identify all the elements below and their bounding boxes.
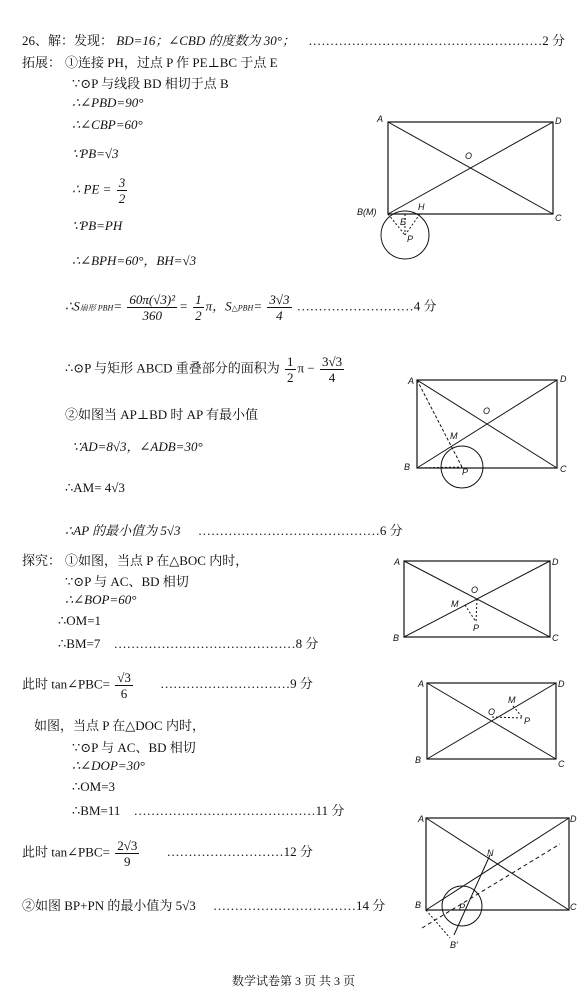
bm-11: ∴BM=11 xyxy=(72,803,121,818)
sector-frac xyxy=(127,292,177,323)
tri-num: 3√3 xyxy=(269,292,290,307)
sector-sub: 扇形 PBH xyxy=(79,303,114,313)
f3-B: B xyxy=(393,633,400,643)
f5-Bprime: B′ xyxy=(450,940,458,950)
tri-frac xyxy=(267,292,291,323)
ap-min: ∴AP 的最小值为 5√3 xyxy=(65,523,181,538)
f4-D: D xyxy=(558,679,565,689)
ov-pi: π − xyxy=(297,360,315,376)
tan1-label: 此时 tan∠PBC= xyxy=(22,676,110,692)
f4-O: O xyxy=(488,707,496,717)
exp-step-2: ∵⊙P 与 AC、BD 相切 xyxy=(65,574,189,589)
exp-step-6 xyxy=(22,670,313,701)
figure-5 xyxy=(410,810,575,950)
exp-step-3: ∴∠BOP=60° xyxy=(65,592,137,607)
exp-step-4: ∴OM=1 xyxy=(58,613,102,628)
f3-D: D xyxy=(552,557,559,567)
ov-num1: 1 xyxy=(287,354,294,369)
tan2-frac xyxy=(115,838,139,869)
tan1-den: 6 xyxy=(120,686,128,701)
ext-step-1: ①连接 PH，过点 P 作 PE⊥BC 于点 E xyxy=(65,55,278,70)
dots-9: …………………………9 分 xyxy=(160,676,313,692)
ext-step-2: ∵⊙P 与线段 BD 相切于点 B xyxy=(72,76,229,91)
f1-A: A xyxy=(377,114,384,124)
f5-P: P xyxy=(459,902,466,912)
dots-4: ………………………4 分 xyxy=(296,298,437,314)
ext-step-14 xyxy=(65,520,403,539)
tan2-label: 此时 tan∠PBC= xyxy=(22,844,110,860)
ext-step-5: ∵PB=√3 xyxy=(72,146,119,161)
f3-A: A xyxy=(394,557,401,567)
half-den: 2 xyxy=(195,308,202,323)
f1-C: C xyxy=(555,213,562,223)
f1-B: B(M) xyxy=(357,207,377,217)
f5-C: C xyxy=(570,902,577,912)
figure-2 xyxy=(400,372,575,492)
tan2-den: 9 xyxy=(124,854,131,869)
f5-B: B xyxy=(415,900,422,910)
dots-14: ……………………………14 分 xyxy=(213,898,386,913)
dots-12: ………………………12 分 xyxy=(166,844,313,860)
f2-C: C xyxy=(560,464,567,474)
exp-step-8: ∵⊙P 与 AC、BD 相切 xyxy=(72,740,196,755)
tri-sub: △PBH xyxy=(231,303,254,313)
dots-6: ……………………………………6 分 xyxy=(197,523,403,538)
f5-D: D xyxy=(570,814,577,824)
f2-A: A xyxy=(408,376,415,386)
explore-title: 探究： xyxy=(22,553,62,568)
exp-step-5 xyxy=(58,633,318,652)
header-line xyxy=(22,30,565,49)
sector-s: ∴S xyxy=(65,298,80,314)
sector-num: 60π(√3)² xyxy=(129,292,176,307)
ext-step-12: ∵AD=8√3，∠ADB=30° xyxy=(72,439,203,454)
tri-den: 4 xyxy=(276,308,283,323)
eq3: = xyxy=(253,298,263,314)
f2-B: B xyxy=(404,462,411,472)
pi-s: π，S xyxy=(205,298,232,314)
exp-step-10: ∴OM=3 xyxy=(72,779,116,794)
f1-E: E xyxy=(400,217,407,227)
f4-C: C xyxy=(558,759,565,769)
ov-frac1 xyxy=(285,354,296,385)
f3-P: P xyxy=(473,623,480,633)
pe-label: ∴ PE = xyxy=(72,181,112,197)
figure-1 xyxy=(355,115,565,265)
sector-den: 360 xyxy=(142,308,162,323)
ov-num2: 3√3 xyxy=(321,354,343,369)
f5-N: N xyxy=(487,848,494,858)
dots-8: ……………………………………8 分 xyxy=(113,636,319,651)
tan2-num: 2√3 xyxy=(117,838,138,853)
f4-B: B xyxy=(415,755,422,765)
tan1-frac xyxy=(115,670,133,701)
dots-11: ……………………………………11 分 xyxy=(133,803,345,818)
bm-7: ∴BM=7 xyxy=(58,636,101,651)
f5-A: A xyxy=(418,814,425,824)
exp-step-11 xyxy=(72,800,344,819)
ov-frac2 xyxy=(320,354,344,385)
overlap-text: ∴⊙P 与矩形 ABCD 重叠部分的面积为 xyxy=(65,360,280,376)
exp-step-13 xyxy=(22,895,385,914)
ov-den2: 4 xyxy=(328,370,336,385)
pe-den: 2 xyxy=(118,191,126,206)
eq1: = xyxy=(113,298,123,314)
exp-step-7: 如图，当点 P 在△DOC 内时， xyxy=(34,718,205,733)
ext-step-11: ②如图当 AP⊥BD 时 AP 有最小值 xyxy=(65,407,259,422)
bp-pn-min: ②如图 BP+PN 的最小值为 5√3 xyxy=(22,898,196,913)
half-frac xyxy=(193,292,204,323)
f3-O: O xyxy=(471,585,479,595)
ext-step-6 xyxy=(72,175,129,206)
page-footer: 数学试卷第 3 页 共 3 页 xyxy=(232,974,356,988)
half-num: 1 xyxy=(195,292,202,307)
tan1-num: √3 xyxy=(117,670,131,685)
f2-O: O xyxy=(483,406,491,416)
f3-M: M xyxy=(451,599,459,609)
f4-A: A xyxy=(418,679,425,689)
question-number: 26、解：发现： xyxy=(22,33,114,48)
ext-step-9 xyxy=(65,292,437,323)
f2-D: D xyxy=(560,374,567,384)
finding-text: BD=16；∠CBD 的度数为 30°； xyxy=(116,33,295,48)
pe-num: 3 xyxy=(118,175,126,190)
ext-step-8: ∴∠BPH=60°，BH=√3 xyxy=(72,253,197,268)
ext-step-4: ∴∠CBP=60° xyxy=(72,117,143,132)
f4-P: P xyxy=(524,716,531,726)
ext-step-13: ∴AM= 4√3 xyxy=(65,480,125,495)
f1-P: P xyxy=(407,234,414,244)
exp-step-9: ∴∠DOP=30° xyxy=(72,758,145,773)
ext-step-10 xyxy=(65,354,346,385)
f2-M: M xyxy=(450,431,458,441)
f4-M: M xyxy=(508,695,516,705)
f1-H: H xyxy=(418,202,425,212)
f3-C: C xyxy=(552,633,559,643)
f1-O: O xyxy=(465,151,473,161)
exp-step-12 xyxy=(22,838,313,869)
f1-D: D xyxy=(555,116,562,126)
score-dots: ………………………………………………2 分 xyxy=(308,33,565,48)
ov-den1: 2 xyxy=(287,370,294,385)
f2-P: P xyxy=(462,467,469,477)
eq2: = xyxy=(179,298,188,314)
exp-step-1: ①如图，当点 P 在△BOC 内时， xyxy=(65,553,249,568)
ext-step-7: ∵PB=PH xyxy=(72,218,123,233)
ext-step-3: ∴∠PBD=90° xyxy=(72,95,144,110)
extension-title: 拓展： xyxy=(22,55,62,70)
pe-fraction xyxy=(117,175,128,206)
figure-3 xyxy=(390,555,570,645)
figure-4 xyxy=(410,675,575,770)
